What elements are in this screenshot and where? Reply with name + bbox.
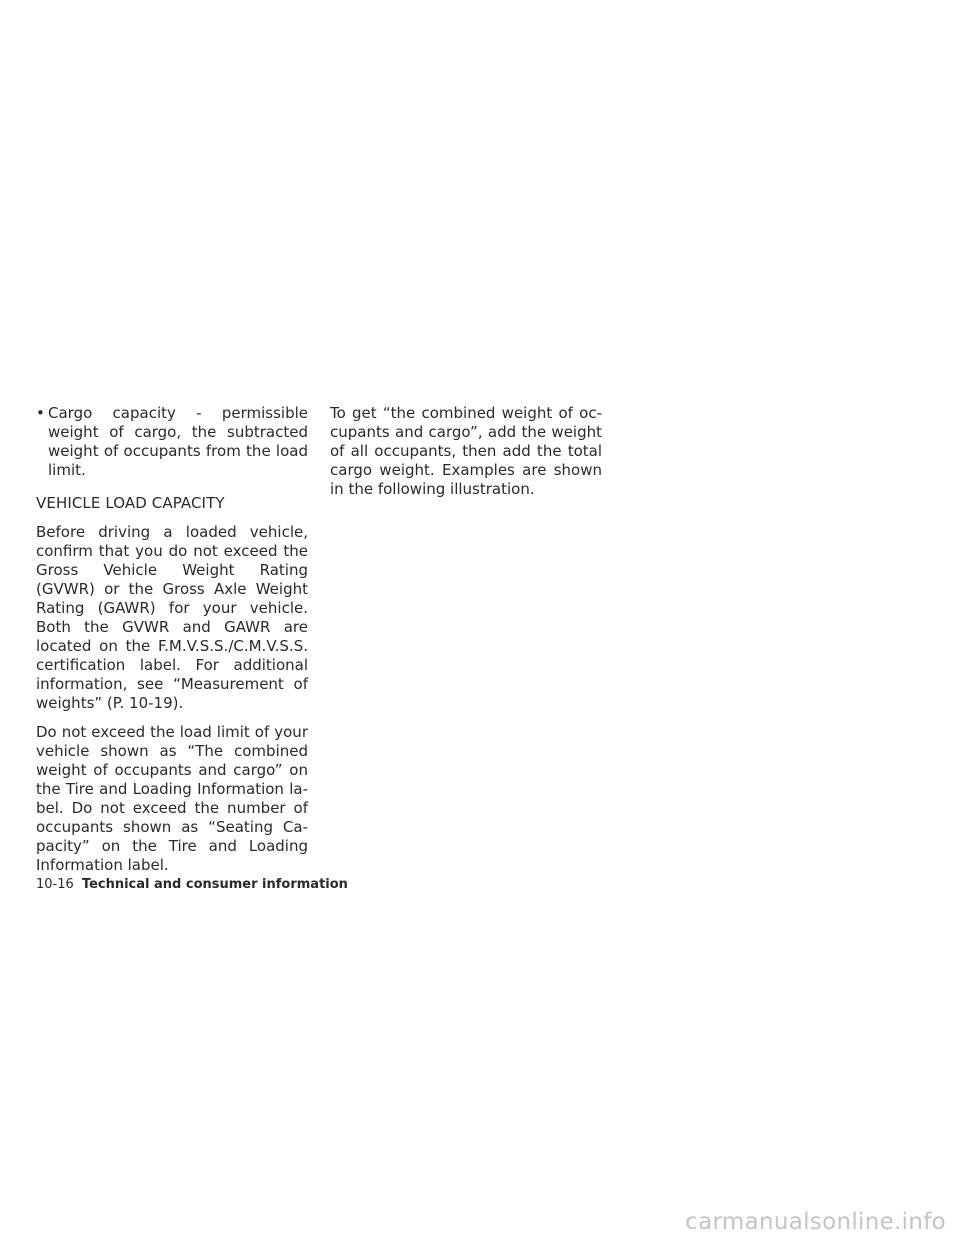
page-number: 10-16 [36,877,74,892]
watermark: carmanualsonline.info [685,1209,946,1235]
page-footer [36,876,348,893]
paragraph-before-driving: Before driving a loaded vehicle, confirm that you do not exceed the Gross Vehicle Weight Rating (GVWR) or the Gross Axle Weight Rating (GAWR) for your vehicle. Both the GVWR and GAWR are located on the F.M.V.S.S./C.M.V.S.S. certification label. For additional information, see “Measurement of weights” (P. 10-19). [36,523,308,712]
right-column [330,404,602,509]
section-heading-vehicle-load-capacity: VEHICLE LOAD CAPACITY [36,494,225,512]
bullet-cargo-capacity [36,404,308,480]
bullet-text: Cargo capacity - permissible weight of cargo, the subtracted weight of occupants from the load limit. [48,404,308,479]
bullet-mark: • [36,404,45,422]
paragraph-load-limit: Do not exceed the load limit of your vehicle shown as “The combined weight of occupants and cargo” on the Tire and Loading Information label. Do not exceed the number of occupants shown as “Seating Capacity” on the Tire and Loading Information label. [36,723,308,874]
left-column [36,404,308,885]
paragraph-combined-weight: To get “the combined weight of occupants and cargo”, add the weight of all occupants, then add the total cargo weight. Examples are shown in the following illustration. [330,404,602,498]
footer-section-title: Technical and consumer information [81,877,348,892]
